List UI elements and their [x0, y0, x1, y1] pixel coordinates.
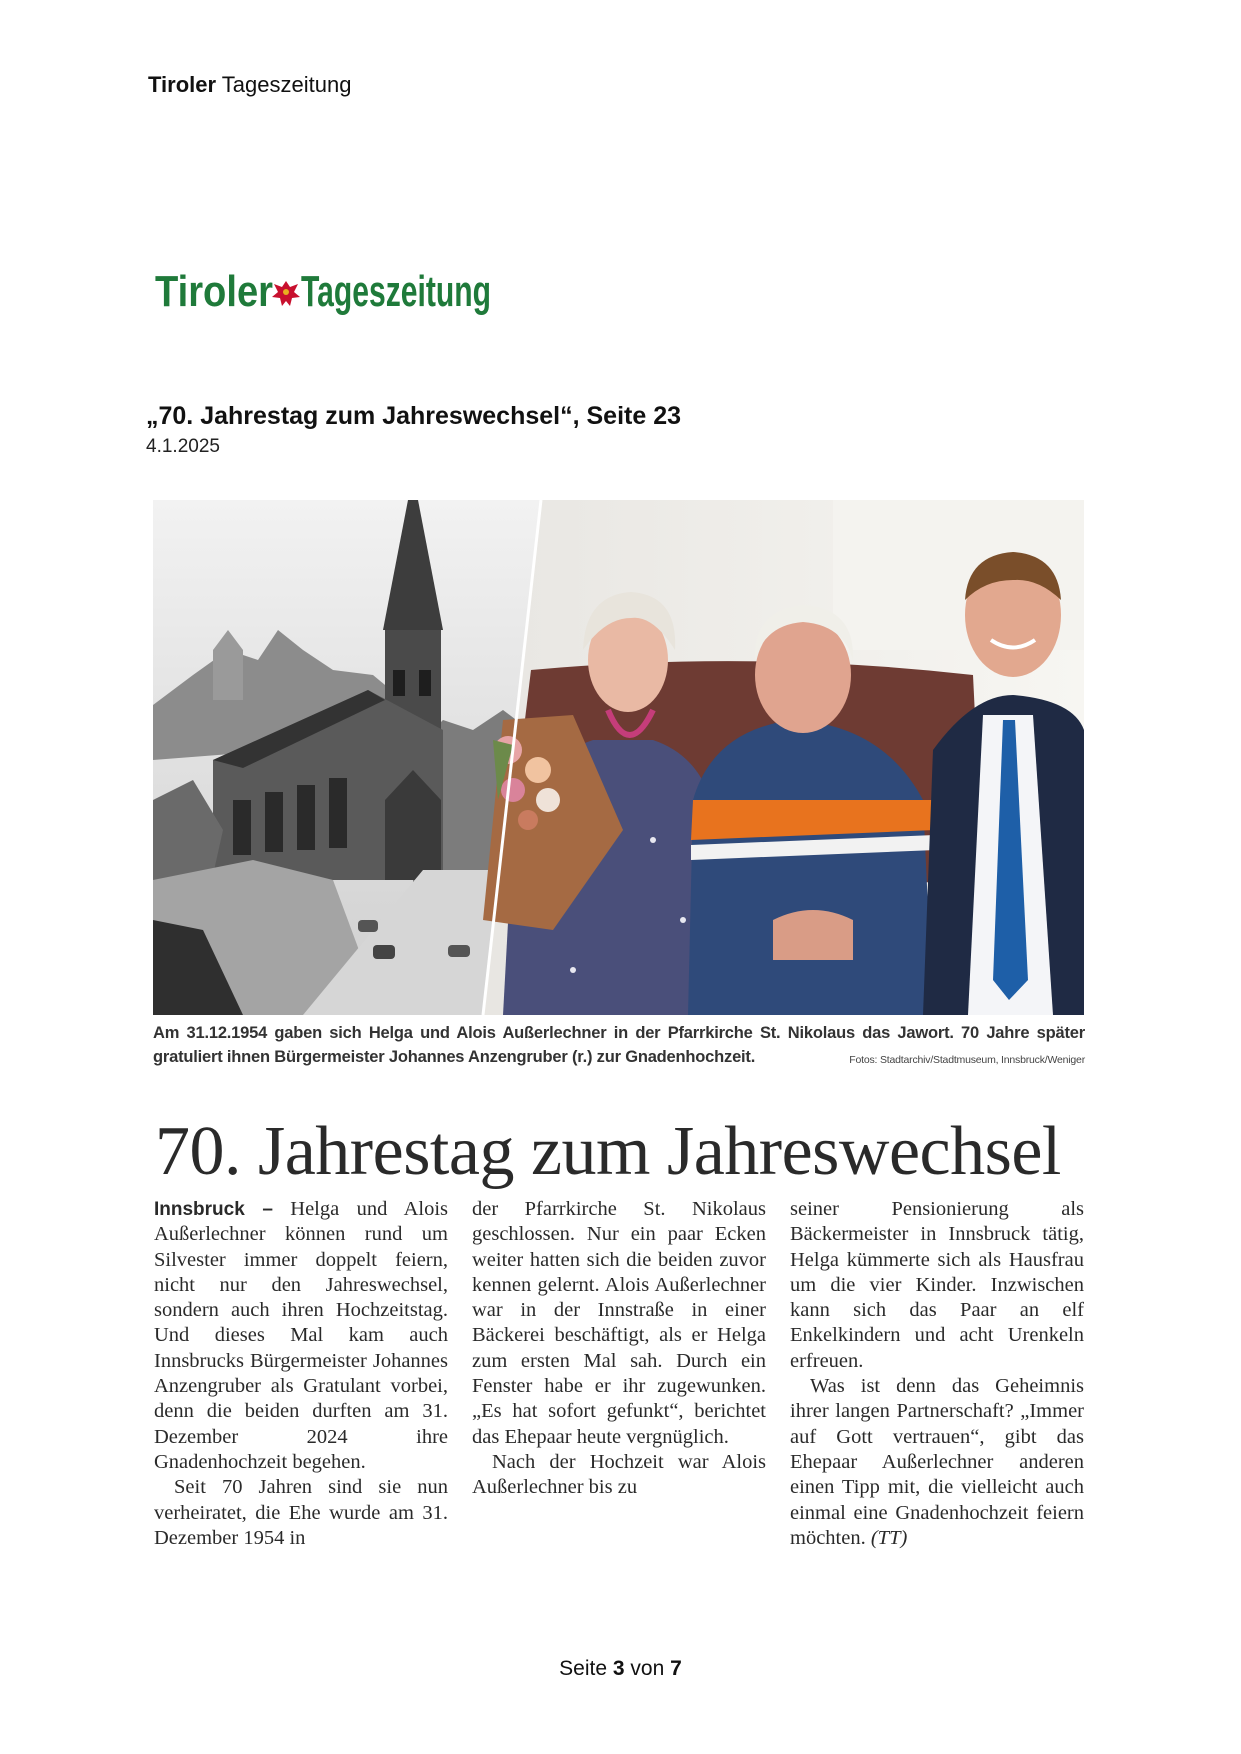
- article-paragraph: der Pfarrkirche St. Nikolaus geschlossen. Nur ein paar Ecken weiter hatten sich die beiden zuvor kennen gelernt. Alois Außerlechner war in der Innstraße in einer Bäckerei beschäftigt, als er Helga zum ersten Mal sah. Durch ein Fenster habe er ihr zugewunken. „Es hat sofort gefunkt“, berichtet das Ehepaar heute vergnüglich.: [472, 1198, 766, 1448]
- header-brand-bold: Tiroler: [148, 72, 217, 97]
- article-column-2: [472, 1197, 766, 1501]
- masthead-logo: [155, 266, 495, 318]
- article-signature: (TT): [870, 1526, 908, 1549]
- article-text: Helga und Alois Außerlechner können rund um Silvester immer doppelt feiern, nicht nur den Jahreswechsel, sondern auch ihren Hochzeitstag. Und dieses Mal kam auch Innsbrucks Bürgermeister Johannes Anzengruber als Gratulant vorbei, denn die beiden durften am 31. Dezember 2024 ihre Gnadenhochzeit begehen.: [154, 1198, 448, 1473]
- article-paragraph: [154, 1197, 448, 1475]
- anniversary-color-photo: [483, 500, 1084, 1015]
- article-dateline: Innsbruck –: [154, 1199, 273, 1220]
- article-text: Was ist denn das Geheimnis ihrer langen Partnerschaft? „Immer auf Gott vertrauen“, gibt das Ehepaar Außerlechner anderen einen Tipp mit, die vielleicht auch einmal eine Gnadenhochzeit feiern möchten.: [790, 1375, 1084, 1549]
- article-photo: [153, 500, 1084, 1015]
- article-paragraph: [790, 1374, 1084, 1551]
- caption-line-2: gratuliert ihnen Bürgermeister Johannes Anzengruber (r.) zur Gnadenhochzeit.: [153, 1048, 756, 1066]
- footer-prefix: Seite: [559, 1657, 608, 1680]
- clip-title: „70. Jahrestag zum Jahreswechsel“, Seite 23: [146, 402, 681, 430]
- masthead-text-right: Tageszeitung: [301, 267, 491, 316]
- article-paragraph: Seit 70 Jahren sind sie nun verheiratet, die Ehe wurde am 31. Dezember 1954 in: [154, 1476, 448, 1549]
- masthead-logo-graphic: [155, 266, 495, 318]
- header-brand-rest: Tageszeitung: [221, 72, 352, 97]
- caption-line-1: Am 31.12.1954 gaben sich Helga und Alois Außerlechner in der Pfarrkirche St. Nikolaus das Jawort. 70 Jahre später: [153, 1024, 1085, 1042]
- page-footer: [0, 1657, 1241, 1681]
- article-paragraph: seiner Pensionierung als Bäckermeister in Innsbruck tätig, Helga kümmerte sich als Hausfrau um die vier Kinder. Inzwischen kann sich das Paar an elf Enkelkindern und acht Urenkeln erfreuen.: [790, 1198, 1084, 1372]
- article-column-3: [790, 1197, 1084, 1551]
- footer-current-page: 3: [612, 1657, 625, 1680]
- photo-caption: [153, 1021, 1085, 1069]
- photo-credit: Fotos: Stadtarchiv/Stadtmuseum, Innsbruck/Weniger: [849, 1054, 1085, 1066]
- masthead-text-left: Tiroler: [155, 267, 273, 316]
- article-headline: 70. Jahrestag zum Jahreswechsel: [155, 1113, 1061, 1190]
- article-column-1: [154, 1197, 448, 1551]
- footer-total-pages: 7: [670, 1657, 682, 1680]
- eagle-emblem-icon: [272, 281, 300, 306]
- clip-date: 4.1.2025: [146, 436, 220, 457]
- footer-middle: von: [630, 1657, 665, 1680]
- header-publication: [148, 72, 351, 98]
- article-paragraph: Nach der Hochzeit war Alois Außerlechner bis zu: [472, 1450, 766, 1499]
